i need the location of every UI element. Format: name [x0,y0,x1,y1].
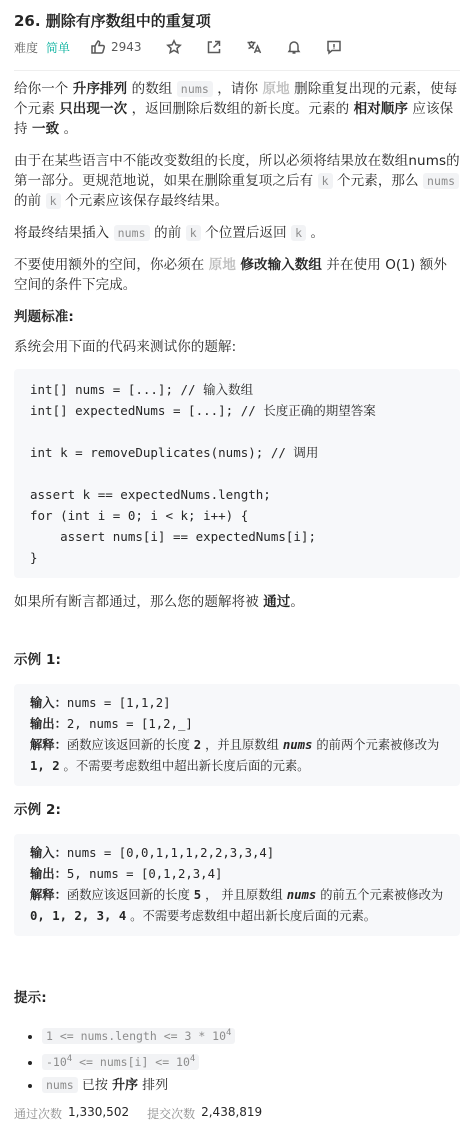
submission-stats [14,1105,460,1122]
code-line: } [30,550,38,565]
inline-code: nums [177,81,213,97]
text: 如果所有断言都通过，那么您的题解将被 [14,594,264,610]
description-paragraph-4 [14,255,460,295]
code-text: 1 <= nums.length <= 3 * 10 [46,1028,227,1043]
text: 。 [306,225,325,241]
text: 。不需要考虑数组中超出新长度后面的元素。 [126,909,377,923]
code-line [30,421,444,442]
code-line: assert k == expectedNums.length; [30,487,271,502]
text: ，返回删除后数组的新长度。元素的 [127,101,354,117]
inline-code: k [186,225,201,241]
code-line: int[] expectedNums = [...]; // 长度正确的期望答案 [30,403,376,418]
inline-code [42,1054,199,1070]
difficulty-badge: 简单 [46,40,71,55]
share-button[interactable] [206,39,222,55]
description-paragraph-3 [14,223,460,243]
text-bold: 一致 [32,121,60,137]
value: nums [282,738,313,752]
text-bold: 相对顺序 [353,101,408,117]
example-output [30,864,444,885]
link-in-place[interactable]: 原地 [208,257,236,273]
text: 个位置后返回 [200,225,292,241]
inline-code: nums [423,173,459,189]
example-input [30,693,444,714]
text-bold: 升序 [111,1077,138,1093]
text: 。 [59,121,78,137]
label: 输入： [30,846,67,860]
text: 不要使用额外的空间，你必须在 [14,257,209,273]
value: 2 [193,738,202,752]
superscript: 4 [226,1028,232,1038]
hints-list [14,1022,460,1097]
hint-item [42,1022,460,1048]
subscribe-button[interactable] [286,39,302,55]
passed-count: 1,330,502 [68,1104,130,1119]
code-line: int[] nums = [...]; // 输入数组 [30,382,254,397]
inline-code [42,1028,235,1044]
text: 个元素应该保存最终结果。 [60,193,229,209]
text: ， 并且原数组 [201,888,287,902]
divider [14,70,460,71]
label: 输出： [30,717,67,731]
submitted-count: 2,438,819 [201,1104,263,1119]
value: 1, 2 [30,759,60,773]
inline-code: nums [42,1077,78,1093]
text-bold: 修改输入数组 [240,257,323,273]
code-line [30,463,444,484]
text: 的数组 [127,81,177,97]
label: 解释： [30,888,67,902]
judge-heading: 判题标准: [14,309,74,325]
description-paragraph-2 [14,151,460,211]
value: 5, nums = [0,1,2,3,4] [66,867,223,881]
passed-label: 通过次数 [14,1106,63,1121]
submitted-label: 提交次数 [147,1106,196,1121]
text: 函数应该返回新的长度 [66,738,194,752]
text: 。 [290,594,305,610]
link-in-place[interactable]: 原地 [262,81,290,97]
example-1-heading: 示例 1: [14,652,61,668]
text: 给你一个 [14,81,73,97]
like-count: 2943 [111,40,142,54]
text: 将最终结果插入 [14,225,114,241]
text: 的前五个元素被修改为 [316,888,444,902]
example-explanation [30,885,444,927]
text: 由于在某些语言中不能改变数组的长度，所以必须将结果放在数组nums的第一部分。更规范地说，如果在删除重复项之后有 [14,153,460,189]
hints-heading: 提示: [14,990,47,1006]
label: 输入： [30,696,67,710]
value: 5 [193,888,202,902]
thumbs-up-icon [90,39,106,55]
text: ，并且原数组 [201,738,283,752]
text-bold: 通过 [263,594,291,610]
hint-item [42,1074,460,1097]
share-icon [206,39,222,55]
favorite-button[interactable] [166,39,182,55]
value: nums = [0,0,1,1,1,2,2,3,3,4] [66,846,275,860]
code-line: assert nums[i] == expectedNums[i]; [30,529,316,544]
text: 。不需要考虑数组中超出新长度后面的元素。 [59,759,310,773]
description-paragraph-1 [14,79,460,139]
inline-code: nums [114,225,150,241]
text: 的前 [149,225,186,241]
text: 删除重复出现的元素，使每个元素 [14,81,458,117]
problem-meta-bar [14,34,460,60]
value: 0, 1, 2, 3, 4 [30,909,127,923]
inline-code: k [291,225,306,241]
example-input [30,843,444,864]
hint-item [42,1048,460,1074]
feedback-icon [326,39,342,55]
example-explanation [30,735,444,777]
example-2-heading: 示例 2: [14,802,61,818]
problem-title: 26. 删除有序数组中的重复项 [14,12,211,30]
value: nums = [1,1,2] [66,696,171,710]
label: 解释： [30,738,67,752]
judge-code-block [14,369,460,578]
text: 排列 [137,1077,169,1093]
text: ，请你 [212,81,263,97]
inline-code: k [46,193,61,209]
code-line: int k = removeDuplicates(nums); // 调用 [30,445,319,460]
text-bold: 升序排列 [72,81,128,97]
text: 的前 [14,193,46,209]
translate-button[interactable] [246,39,262,55]
superscript: 4 [66,1053,73,1064]
pass-text [14,592,460,612]
text: 应该保持 [14,101,454,137]
label: 输出： [30,867,67,881]
star-icon [166,39,182,55]
text: 个元素，那么 [332,173,424,189]
code-text: <= nums[i] <= 10 [72,1054,190,1069]
bell-icon [286,39,302,55]
text: 函数应该返回新的长度 [66,888,194,902]
value: nums [286,888,317,902]
code-text: -10 [46,1054,67,1069]
code-line: for (int i = 0; i < k; i++) { [30,508,249,523]
text-bold: 只出现一次 [59,101,128,117]
example-2-block [14,834,460,936]
inline-code: k [318,173,333,189]
example-1-block [14,684,460,786]
text: 已按 [77,1077,112,1093]
example-output [30,714,444,735]
translate-icon [246,39,262,55]
judge-text: 系统会用下面的代码来测试你的题解: [14,339,237,355]
like-button[interactable] [90,39,142,55]
superscript: 4 [189,1053,196,1064]
difficulty-label: 难度 [14,40,39,55]
feedback-button[interactable] [326,39,342,55]
value: 2, nums = [1,2,_] [66,717,193,731]
text: 并在使用 O(1) 额外空间的条件下完成。 [14,257,447,293]
text: 的前两个元素被修改为 [312,738,440,752]
